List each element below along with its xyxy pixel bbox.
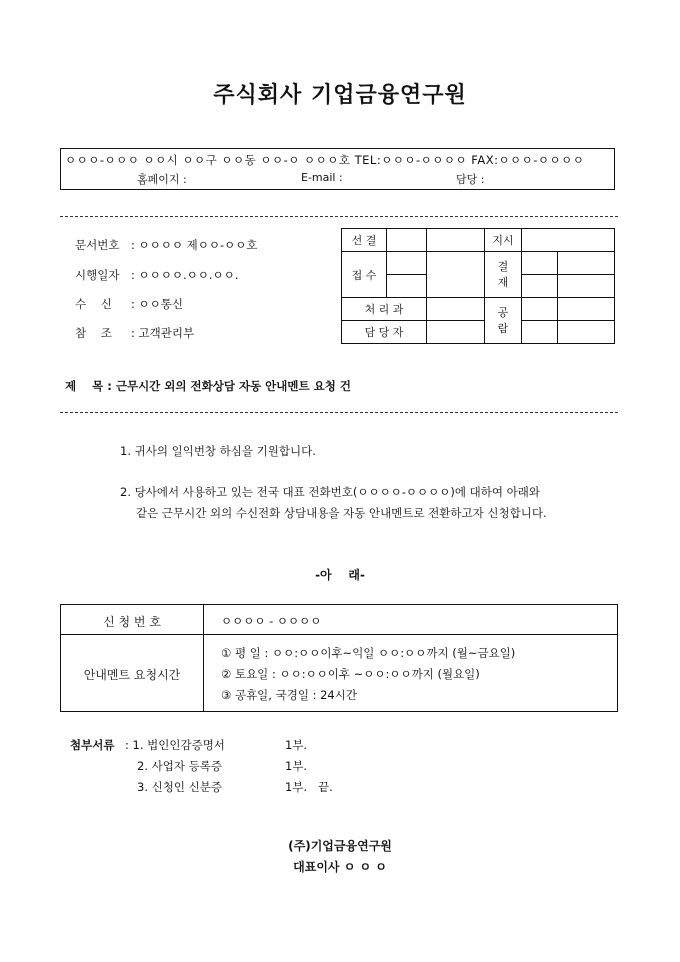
request-number-value: ㅇㅇㅇㅇ - ㅇㅇㅇㅇ	[221, 614, 322, 628]
approval-slot	[427, 229, 485, 252]
gongram-cell	[485, 298, 522, 344]
approval-slot	[387, 229, 427, 252]
divider	[60, 412, 618, 413]
time-line-holiday: ③ 공휴일, 국경일 : 24시간	[221, 688, 357, 702]
gyeoljae-cell	[485, 252, 522, 298]
ram-char: 람	[497, 321, 509, 335]
ahrae-heading: -아 래-	[315, 568, 365, 582]
approval-slot	[427, 298, 485, 321]
attachment-qty: 1부.	[285, 759, 308, 773]
doc-number-label: 문서번호	[75, 238, 120, 252]
approval-slot	[522, 229, 615, 252]
approval-slot	[558, 298, 615, 321]
date-value: : ㅇㅇㅇㅇ.ㅇㅇ.ㅇㅇ.	[131, 268, 239, 282]
recipient-row	[75, 296, 183, 312]
table-divider	[61, 634, 617, 635]
reference-row	[75, 325, 194, 341]
subject-text: 근무시간 외의 전화상담 자동 안내멘트 요청 건	[115, 379, 351, 393]
address-box	[60, 148, 615, 190]
request-number-label: 신 청 번 호	[103, 615, 161, 629]
approval-slot	[522, 275, 558, 298]
recipient-value: : ㅇㅇ통신	[131, 297, 183, 311]
manager-label: 담당 :	[456, 173, 485, 186]
attachment-item: : 1. 법인인감증명서	[125, 738, 225, 752]
email-label: E-mail :	[301, 171, 343, 184]
approval-slot	[427, 252, 485, 298]
cheorigwa-cell: 처 리 과	[342, 298, 427, 321]
approval-slot	[427, 321, 485, 344]
time-line-saturday: ② 토요일 : ㅇㅇ:ㅇㅇ이후 ~ㅇㅇ:ㅇㅇ까지 (월요일)	[221, 667, 480, 681]
reference-value: : 고객관리부	[131, 326, 195, 340]
address-line: ㅇㅇㅇ-ㅇㅇㅇ ㅇㅇ시 ㅇㅇ구 ㅇㅇ동 ㅇㅇ-ㅇ ㅇㅇㅇ호 TEL:ㅇㅇㅇ-ㅇㅇㅇㅇ FAX:ㅇㅇㅇ-ㅇㅇㅇㅇ	[65, 153, 585, 167]
divider	[60, 216, 618, 217]
body-paragraph-1: 1. 귀사의 일익번창 하심을 기원합니다.	[120, 444, 316, 458]
homepage-label: 홈페이지 :	[137, 173, 187, 186]
jeopsu-cell: 접 수	[342, 252, 387, 298]
approval-slot	[558, 321, 615, 344]
jisi-cell: 지시	[485, 229, 522, 252]
document-title: 주식회사 기업금융연구원	[213, 82, 467, 108]
attachment-qty: 1부.	[285, 738, 308, 752]
approval-slot	[522, 298, 558, 321]
approval-table	[341, 228, 615, 344]
gong-char: 공	[497, 305, 509, 319]
approval-slot	[522, 252, 558, 275]
table-divider	[203, 605, 204, 711]
doc-number-row	[75, 237, 257, 253]
doc-number-value: : ㅇㅇㅇㅇ 제ㅇㅇ-ㅇㅇ호	[131, 238, 258, 252]
signature-ceo: 대표이사 ㅇ ㅇ ㅇ	[293, 860, 387, 874]
approval-slot	[558, 252, 615, 275]
attachment-item: 3. 신청인 신분증	[137, 780, 222, 794]
attachments-label: 첨부서류	[70, 738, 115, 752]
body-paragraph-2-line1: 2. 당사에서 사용하고 있는 전국 대표 전화번호(ㅇㅇㅇㅇ-ㅇㅇㅇㅇ)에 대하여 아래와	[120, 485, 540, 499]
jae-char: 재	[497, 275, 509, 289]
request-info-table	[60, 604, 618, 712]
signature-company: (주)기업금융연구원	[288, 839, 392, 853]
subject-label: 제 목 :	[65, 379, 112, 393]
approval-slot	[522, 321, 558, 344]
subject-line	[65, 378, 351, 394]
request-time-label: 안내멘트 요청시간	[83, 668, 181, 682]
approval-slot	[387, 275, 427, 298]
attachment-item: 2. 사업자 등록증	[137, 759, 222, 773]
date-row	[75, 267, 238, 283]
approval-slot	[387, 252, 427, 275]
seongyeol-cell: 선 결	[342, 229, 387, 252]
reference-label: 참 조	[75, 326, 112, 340]
damdangja-cell: 담 당 자	[342, 321, 427, 344]
attachment-qty: 1부. 끝.	[285, 780, 333, 794]
gyeol-char: 결	[497, 259, 509, 273]
date-label: 시행일자	[75, 268, 120, 282]
time-line-weekday: ① 평 일 : ㅇㅇ:ㅇㅇ이후~익일 ㅇㅇ:ㅇㅇ까지 (월~금요일)	[221, 646, 516, 660]
recipient-label: 수 신	[75, 297, 112, 311]
body-paragraph-2-line2: 같은 근무시간 외의 수신전화 상담내용을 자동 안내멘트로 전환하고자 신청합니다.	[136, 506, 547, 520]
approval-slot	[558, 275, 615, 298]
